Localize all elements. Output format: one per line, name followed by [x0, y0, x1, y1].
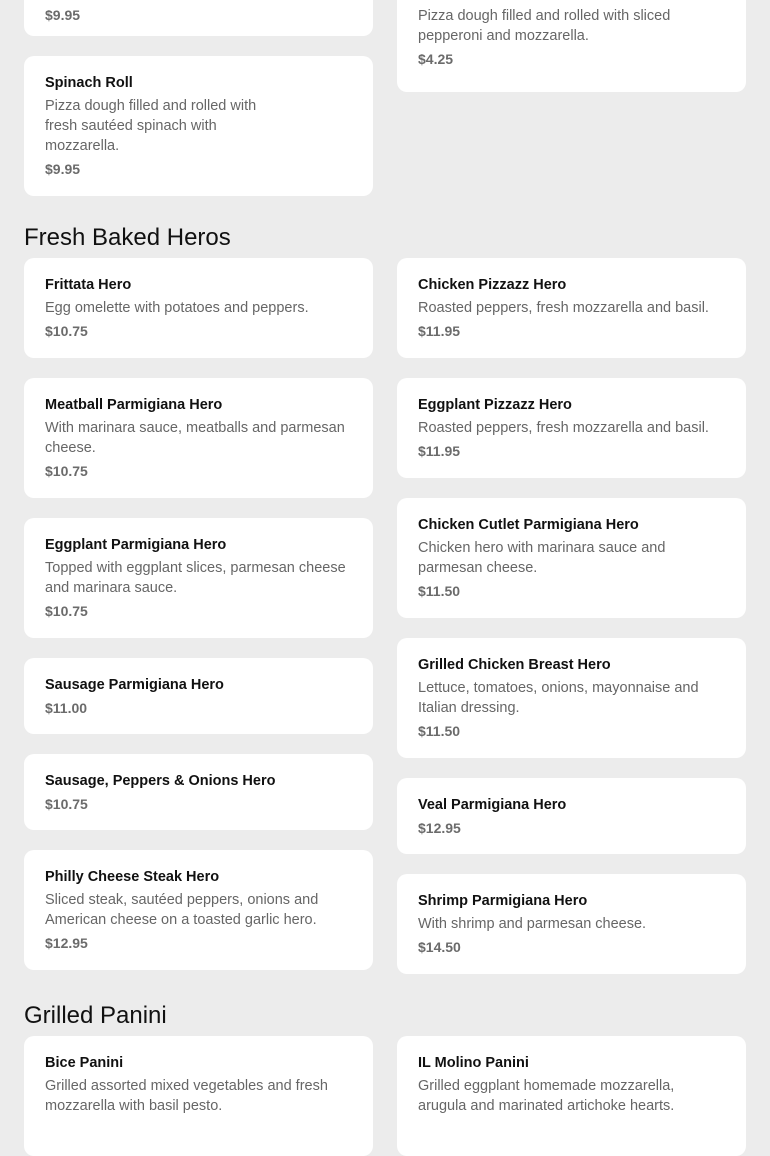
item-description: Sliced steak, sautéed peppers, onions and American cheese on a toasted garlic hero. — [45, 892, 319, 928]
item-description: Lettuce, tomatoes, onions, mayonnaise and Italian dressing. — [418, 680, 699, 716]
menu-item-card[interactable] — [24, 56, 373, 196]
menu-item-card[interactable] — [24, 258, 373, 358]
item-description: Pizza dough filled and rolled with fresh sautéed spinach with mozzarella. — [45, 98, 257, 154]
item-price: $12.95 — [45, 935, 88, 951]
item-price: $12.95 — [418, 820, 461, 836]
item-name: Philly Cheese Steak Hero — [45, 869, 220, 885]
menu-item-card[interactable] — [24, 1036, 373, 1156]
item-name: IL Molino Panini — [418, 1055, 529, 1071]
item-price: $9.95 — [45, 7, 81, 23]
item-name: Bice Panini — [45, 1055, 124, 1071]
menu-item-card[interactable] — [397, 258, 746, 358]
item-name: Grilled Chicken Breast Hero — [418, 657, 611, 673]
menu-item-card[interactable] — [397, 0, 746, 92]
menu-item-card[interactable] — [397, 638, 746, 758]
item-description: With shrimp and parmesan cheese. — [418, 916, 647, 932]
item-price: $11.00 — [45, 700, 88, 716]
menu-item-card[interactable] — [24, 378, 373, 498]
item-name: Chicken Cutlet Parmigiana Hero — [418, 517, 639, 533]
item-name: Spinach Roll — [45, 75, 133, 91]
item-name: Frittata Hero — [45, 277, 132, 293]
menu-item-card[interactable] — [397, 1036, 746, 1156]
item-name: Meatball Parmigiana Hero — [45, 397, 223, 413]
item-price: $11.50 — [418, 583, 461, 599]
item-name: Sausage Parmigiana Hero — [45, 677, 224, 693]
item-price: $10.75 — [45, 603, 88, 619]
item-name: Shrimp Parmigiana Hero — [418, 893, 588, 909]
menu-item-card[interactable] — [24, 850, 373, 970]
item-name — [418, 0, 725, 3]
item-price: $14.50 — [418, 939, 461, 955]
item-name: Veal Parmigiana Hero — [418, 797, 567, 813]
item-description: Grilled assorted mixed vegetables and fresh mozzarella with basil pesto. — [45, 1078, 328, 1114]
section-title: Fresh Baked Heros — [24, 224, 231, 251]
item-price: $4.25 — [418, 51, 454, 67]
menu-item-card[interactable] — [24, 518, 373, 638]
item-price: $9.95 — [45, 161, 81, 177]
item-price: $11.95 — [418, 443, 461, 459]
item-name: Sausage, Peppers & Onions Hero — [45, 773, 276, 789]
item-description: With marinara sauce, meatballs and parmesan cheese. — [45, 420, 345, 456]
item-price: $10.75 — [45, 796, 88, 812]
item-price: $11.50 — [418, 723, 461, 739]
menu-item-card[interactable] — [397, 498, 746, 618]
menu-item-card[interactable] — [397, 874, 746, 974]
item-name: Eggplant Parmigiana Hero — [45, 537, 227, 553]
item-description: Roasted peppers, fresh mozzarella and basil. — [418, 420, 709, 436]
item-price: $10.75 — [45, 463, 88, 479]
item-price: $11.95 — [418, 323, 461, 339]
item-description: Pizza dough filled and rolled with sliced pepperoni and mozzarella. — [418, 8, 671, 44]
menu-item-card[interactable] — [397, 778, 746, 854]
item-description: Chicken hero with marinara sauce and parmesan cheese. — [418, 540, 666, 576]
section-title: Grilled Panini — [24, 1002, 167, 1029]
item-name: Chicken Pizzazz Hero — [418, 277, 567, 293]
item-description: Grilled eggplant homemade mozzarella, arugula and marinated artichoke hearts. — [418, 1078, 675, 1114]
menu-item-card[interactable] — [397, 378, 746, 478]
item-description: Roasted peppers, fresh mozzarella and basil. — [418, 300, 709, 316]
item-name: Eggplant Pizzazz Hero — [418, 397, 572, 413]
item-price: $10.75 — [45, 323, 88, 339]
menu-item-card[interactable] — [24, 658, 373, 734]
menu-item-card[interactable] — [24, 0, 373, 36]
item-description: Egg omelette with potatoes and peppers. — [45, 300, 309, 316]
item-description: Topped with eggplant slices, parmesan cheese and marinara sauce. — [45, 560, 346, 596]
menu-item-card[interactable] — [24, 754, 373, 830]
